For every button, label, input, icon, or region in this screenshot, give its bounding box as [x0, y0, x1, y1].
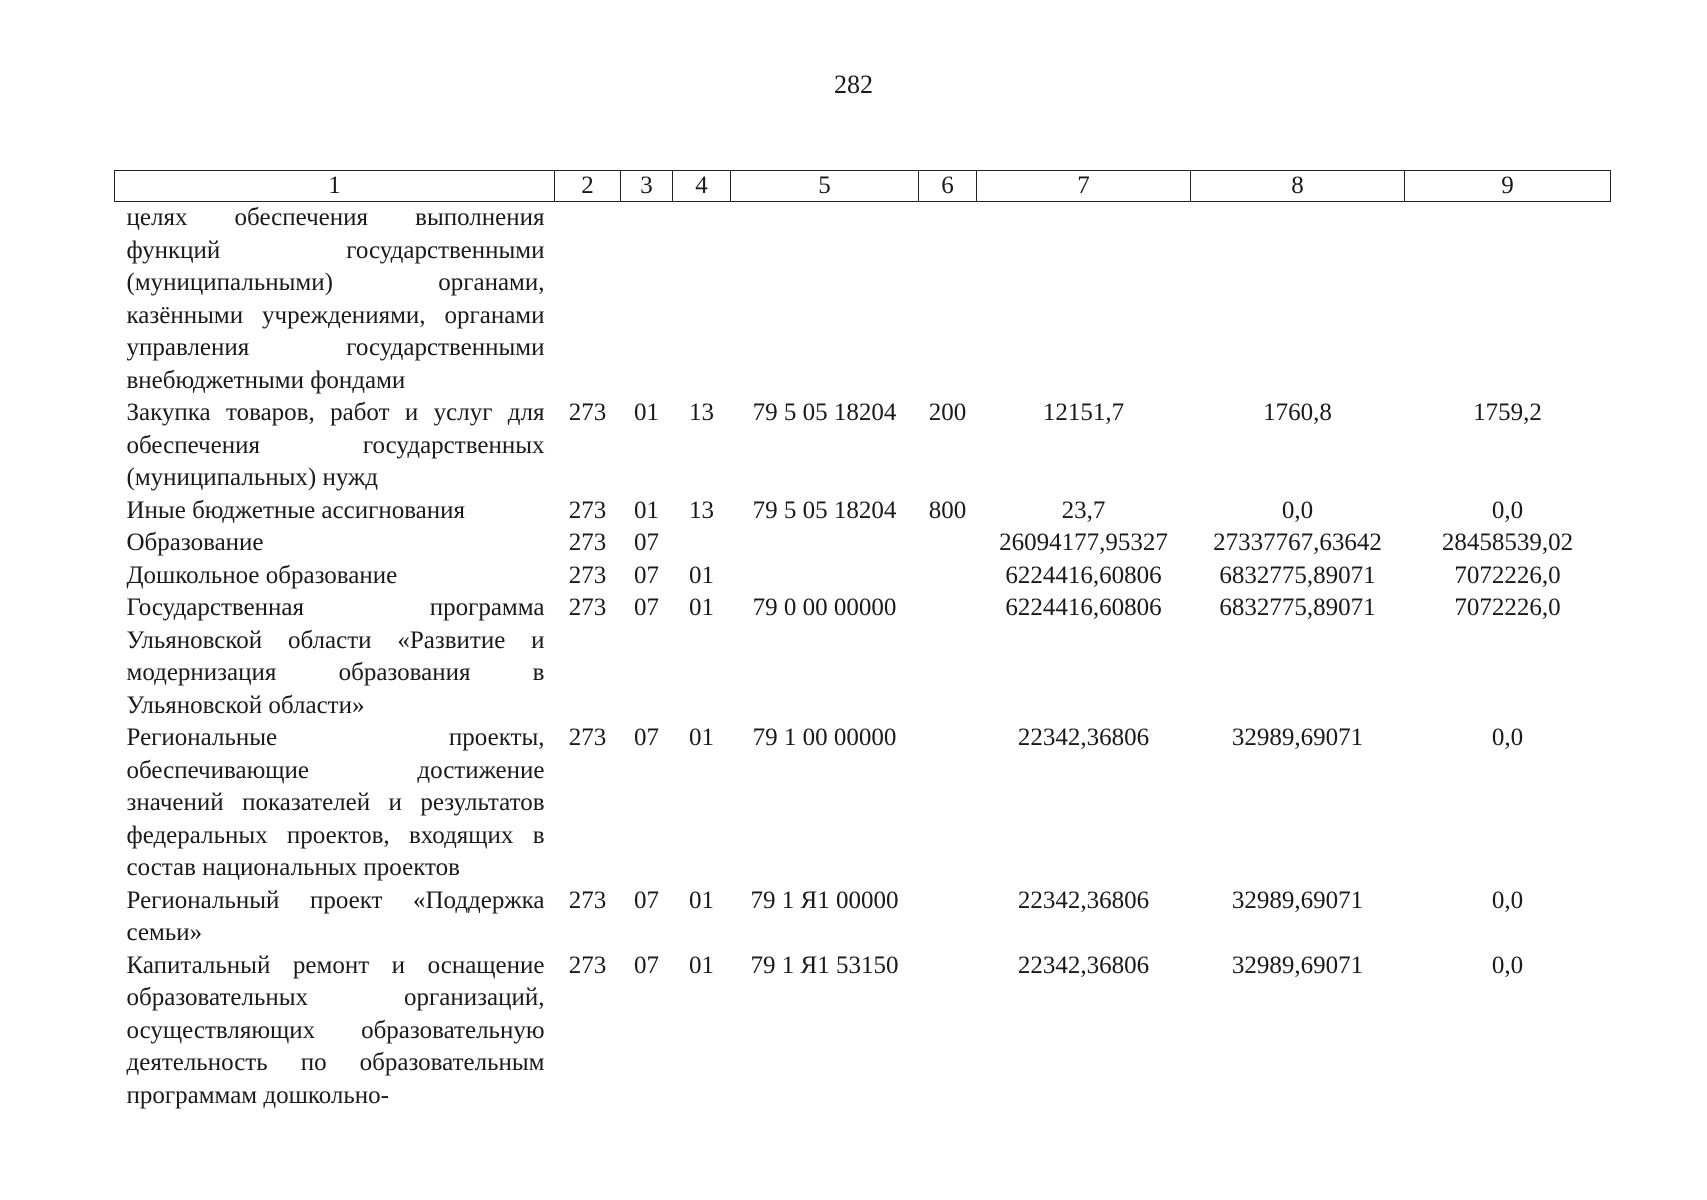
row-section: 07: [634, 529, 659, 556]
row-value-col8: 0,0: [1281, 496, 1314, 524]
row-value-col7: 6224416,60806: [1005, 594, 1162, 621]
row-expense-type: [919, 592, 977, 722]
row-value-col7: 22342,36806: [1017, 724, 1150, 751]
row-value-col8: [1191, 202, 1405, 398]
row-section: [621, 202, 673, 398]
row-section: 07: [634, 594, 659, 621]
row-value-col8: 6832775,89071: [1219, 561, 1376, 589]
column-header-7: 7: [977, 171, 1191, 202]
row-grbs: 273: [568, 561, 607, 589]
row-expense-type: [919, 950, 977, 1113]
column-header-9: 9: [1405, 171, 1611, 202]
table-row: [115, 527, 1611, 560]
row-section: 07: [634, 561, 659, 589]
table-row: [115, 202, 1611, 398]
row-expense-type: 200: [928, 399, 967, 426]
row-subsection: 01: [689, 724, 714, 751]
row-section: 01: [634, 496, 659, 524]
row-expense-type: [919, 885, 977, 950]
row-value-col7: 22342,36806: [1017, 886, 1150, 914]
row-subsection: 01: [689, 561, 714, 589]
page-number: 282: [834, 70, 873, 99]
table-row: [115, 495, 1611, 528]
row-value-col9: 7072226,0: [1454, 594, 1561, 621]
table-row: [115, 885, 1611, 950]
row-name: Капитальный ремонт и оснащение образовательных организаций, осуществляющих образовательную деятельность по образовательным программам дошкольно-: [126, 951, 545, 1109]
row-value-col8: 27337767,63642: [1213, 529, 1382, 556]
row-name: Иные бюджетные ассигнования: [126, 496, 466, 524]
row-value-col7: 26094177,95327: [999, 529, 1168, 556]
row-expense-type: [919, 202, 977, 398]
row-expense-type: [919, 560, 977, 593]
row-value-col7: 12151,7: [1042, 399, 1125, 426]
row-grbs: 273: [568, 496, 607, 524]
row-name: Образование: [126, 529, 264, 556]
row-subsection: [673, 527, 731, 560]
row-value-col9: [1405, 202, 1611, 398]
row-name: Региональный проект «Поддержка семьи»: [126, 886, 545, 946]
row-target-article: 79 1 00 00000: [752, 724, 897, 751]
row-expense-type: 800: [928, 496, 967, 524]
row-value-col8: 1760,8: [1263, 399, 1332, 426]
row-grbs: 273: [568, 399, 607, 426]
row-target-article: 79 5 05 18204: [752, 399, 897, 426]
row-value-col9: 0,0: [1491, 724, 1524, 751]
row-value-col7: 23,7: [1061, 496, 1106, 524]
row-value-col8: 32989,69071: [1231, 951, 1364, 979]
row-section: 01: [634, 399, 659, 426]
row-grbs: 273: [568, 724, 607, 751]
row-value-col9: 28458539,02: [1441, 529, 1574, 556]
row-section: 07: [634, 724, 659, 751]
row-target-article: [731, 527, 919, 560]
table-row: [115, 592, 1611, 722]
row-value-col8: 32989,69071: [1231, 724, 1364, 751]
row-grbs: [555, 202, 621, 398]
row-expense-type: [919, 527, 977, 560]
row-name: Региональные проекты, обеспечивающие достижение значений показателей и результатов федеральных проектов, входящих в состав национальных проектов: [126, 724, 545, 881]
row-target-article: 79 1 Я1 53150: [750, 951, 899, 979]
row-target-article: 79 0 00 00000: [752, 594, 897, 621]
row-value-col8: 32989,69071: [1231, 886, 1364, 914]
column-header-1: 1: [115, 171, 555, 202]
row-section: 07: [634, 886, 659, 914]
column-header-5: 5: [731, 171, 919, 202]
table-header: [115, 171, 1611, 202]
column-header-2: 2: [555, 171, 621, 202]
table-row: [115, 397, 1611, 495]
row-value-col9: 0,0: [1491, 886, 1524, 914]
row-value-col9: 0,0: [1491, 951, 1524, 979]
row-subsection: 13: [689, 496, 714, 524]
row-name: целях обеспечения выполнения функций государственными (муниципальными) органами, казёнными учреждениями, органами управления государственными внебюджетными фондами: [126, 204, 545, 394]
row-value-col7: [977, 202, 1191, 398]
row-value-col9: 0,0: [1491, 496, 1524, 524]
column-header-8: 8: [1191, 171, 1405, 202]
row-target-article: [731, 560, 919, 593]
row-grbs: 273: [568, 886, 607, 914]
table-row: [115, 950, 1611, 1113]
table-body: [115, 202, 1611, 1113]
table-row: [115, 560, 1611, 593]
row-subsection: 01: [689, 594, 714, 621]
row-value-col7: 22342,36806: [1017, 951, 1150, 979]
header-row: [115, 171, 1611, 202]
row-value-col9: 7072226,0: [1454, 561, 1561, 589]
column-header-6: 6: [919, 171, 977, 202]
row-expense-type: [919, 722, 977, 885]
row-name: Дошкольное образование: [126, 561, 398, 589]
row-grbs: 273: [568, 951, 607, 979]
row-subsection: 01: [689, 886, 714, 914]
column-header-4: 4: [673, 171, 731, 202]
row-name: Государственная программа Ульяновской области «Развитие и модернизация образования в Ульяновской области»: [126, 594, 545, 719]
table-row: [115, 722, 1611, 885]
budget-table: [114, 170, 1611, 1112]
row-grbs: 273: [568, 529, 607, 556]
row-section: 07: [634, 951, 659, 979]
column-header-3: 3: [621, 171, 673, 202]
row-grbs: 273: [568, 594, 607, 621]
row-subsection: 13: [689, 399, 714, 426]
row-target-article: 79 5 05 18204: [752, 496, 897, 524]
row-value-col7: 6224416,60806: [1005, 561, 1162, 589]
budget-table-wrap: [114, 170, 1610, 1112]
row-value-col9: 1759,2: [1473, 399, 1542, 426]
row-target-article: [731, 202, 919, 398]
row-subsection: [673, 202, 731, 398]
row-value-col8: 6832775,89071: [1219, 594, 1376, 621]
row-target-article: 79 1 Я1 00000: [750, 886, 899, 914]
row-subsection: 01: [689, 951, 714, 979]
row-name: Закупка товаров, работ и услуг для обеспечения государственных (муниципальных) нужд: [126, 399, 545, 491]
